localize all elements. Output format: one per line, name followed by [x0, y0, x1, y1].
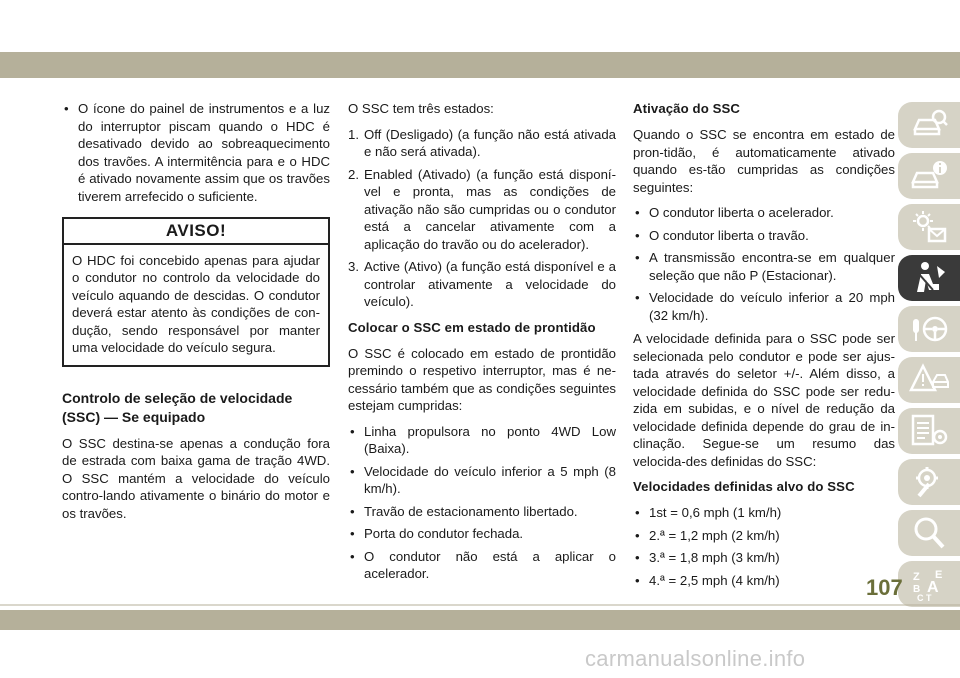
warning-box: [62, 217, 330, 367]
magnifier-index-icon: [909, 515, 949, 551]
subheading-target-speeds: Velocidades definidas alvo do SSC: [633, 479, 855, 494]
list-item: • 2.ª = 1,2 mph (2 km/h): [633, 527, 895, 545]
svg-text:E: E: [935, 569, 943, 581]
state-text: Off (Desligado) (a função não está ativada e não será ativada).: [364, 126, 616, 159]
state-text: Enabled (Ativado) (a função está disponí-vel e pronta, mas as condições de ativação não são cumpridas ou o condutor está a cancelar ativamente com a aplicação do travão ou do acelerador).: [364, 166, 616, 252]
list-item: • Linha propulsora no ponto 4WD Low (Baixa).: [348, 423, 616, 458]
list-item: • O condutor liberta o travão.: [633, 227, 895, 245]
hdc-bullet-list: [62, 100, 330, 205]
seatbelt-airbag-icon: [909, 260, 949, 296]
tab-starting-operating[interactable]: [898, 306, 960, 352]
state-text: Active (Ativo) (a função está disponível e a controlar ativamente a velocidade do veículo).: [364, 259, 616, 309]
list-item: • Porta do condutor fechada.: [348, 525, 616, 543]
list-item: • 3.ª = 1,8 mph (3 km/h): [633, 549, 895, 567]
svg-text:Z: Z: [913, 571, 920, 583]
subheading-readiness: Colocar o SSC em estado de prontidão: [348, 319, 596, 335]
car-key-steering-icon: [909, 311, 949, 347]
section-heading-ssc: Controlo de seleção de velocidade (SSC) — Se equipado: [62, 389, 293, 425]
activation-conditions-list: [633, 204, 895, 324]
header-band: [0, 52, 960, 78]
list-item: • O condutor não está a aplicar o acelerador.: [348, 548, 616, 583]
chapter-tabs: [898, 102, 960, 612]
ssc-states-list: [348, 126, 616, 311]
car-info-icon: [909, 158, 949, 194]
list-item: [348, 126, 616, 161]
svg-text:A: A: [927, 579, 939, 596]
readiness-conditions-list: [348, 423, 616, 583]
tab-instrument-panel[interactable]: [898, 153, 960, 199]
footer-band: [0, 610, 960, 630]
maintenance-checklist-icon: [909, 413, 949, 449]
column-3: [633, 100, 895, 595]
list-item: • Velocidade do veículo inferior a 20 mph (32 km/h).: [633, 289, 895, 324]
tab-servicing-maintenance[interactable]: [898, 408, 960, 454]
roadside-warning-icon: [909, 362, 949, 398]
tab-safety[interactable]: [898, 255, 960, 301]
speed-setting-paragraph: A velocidade definida para o SSC pode ser selecionada pelo condutor e pode ser ajus-tada através do seletor +/-. Além disso, a velocidade definida do SSC pode ser redu-zida em subidas, e o nível de redução da velocidade definida depende do grau de in-clinação. Segue-se um resumo das velocida-des definidas do SSC:: [633, 331, 895, 469]
tab-customer-assistance[interactable]: [898, 510, 960, 556]
car-search-icon: [909, 107, 949, 143]
target-speeds-list: [633, 504, 895, 589]
list-item: • 1st = 0,6 mph (1 km/h): [633, 504, 895, 522]
ssc-states-intro: O SSC tem três estados:: [348, 101, 494, 116]
tab-technical-specifications[interactable]: [898, 459, 960, 505]
footer-rule: [0, 604, 960, 606]
page-number: 107: [866, 575, 903, 600]
activation-paragraph: Quando o SSC se encontra em estado de pron-tidão, é automaticamente ativado quando es-tão cumpridas as condições seguintes:: [633, 127, 895, 195]
list-item: • O ícone do painel de instrumentos e a luz do interruptor piscam quando o HDC é desativado devido ao sobreaquecimento dos travões. A intermitência para e o HDC é ativado novamente assim que os travões tiverem arrefecido o suficiente.: [62, 100, 330, 205]
svg-text:C T: C T: [917, 593, 932, 602]
column-2: [348, 100, 616, 589]
watermark: carmanualsonline.info: [585, 646, 806, 671]
list-item: [348, 258, 616, 311]
list-item: • Velocidade do veículo inferior a 5 mph (8 km/h).: [348, 463, 616, 498]
alphabet-index-icon: [909, 566, 949, 602]
warning-body: O HDC foi concebido apenas para ajudar o condutor no controlo da velocidade do veículo aquando de descidas. O condutor deverá estar atento às condições de con-dução, sendo responsável por manter uma velocidade do veículo segura.: [72, 252, 320, 355]
subheading-activation: Ativação do SSC: [633, 101, 741, 116]
readiness-paragraph: O SSC é colocado em estado de prontidão premindo o respetivo interruptor, mas é ne-cessário também que as condições seguintes estejam cumpridas:: [348, 345, 616, 413]
ssc-description: O SSC destina-se apenas a condução fora de estrada com baixa gama de tração 4WD. O SSC mantém a velocidade do veículo contro-lando ativamente o binário do motor e os travões.: [62, 435, 330, 521]
tab-in-case-of-emergency[interactable]: [898, 357, 960, 403]
warning-lights-icon: [909, 209, 949, 245]
list-item: [348, 166, 616, 254]
gear-wrench-icon: [909, 464, 949, 500]
list-item: • A transmissão encontra-se em qualquer seleção que não P (Estacionar).: [633, 249, 895, 284]
tab-index[interactable]: [898, 561, 960, 607]
top-margin: [0, 0, 960, 52]
tab-warning-lights[interactable]: [898, 204, 960, 250]
column-1: [62, 100, 330, 530]
warning-title: AVISO!: [64, 219, 328, 245]
list-item: • 4.ª = 2,5 mph (4 km/h): [633, 572, 895, 590]
list-item: • Travão de estacionamento libertado.: [348, 503, 616, 521]
list-item: • O condutor liberta o acelerador.: [633, 204, 895, 222]
svg-text:B: B: [913, 584, 921, 595]
tab-getting-to-know-vehicle[interactable]: [898, 102, 960, 148]
